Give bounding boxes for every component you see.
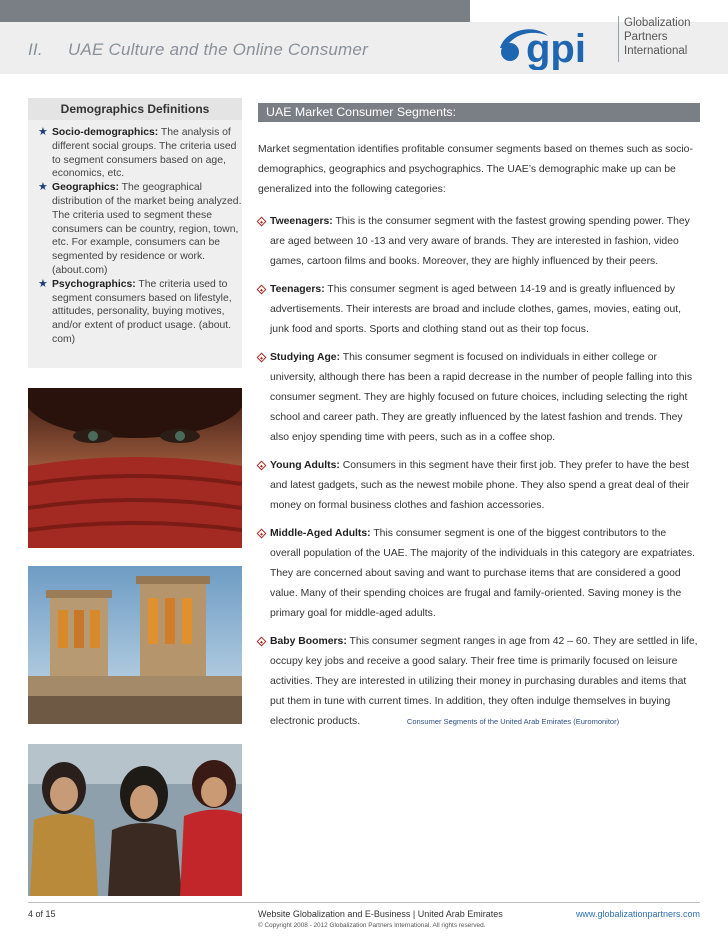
segment-item xyxy=(258,280,698,340)
segment-name: Teenagers: xyxy=(270,284,325,295)
segment-list xyxy=(258,212,698,740)
logo-line-1: Globalization xyxy=(624,17,691,29)
gpi-logo xyxy=(496,12,706,72)
segment-name: Baby Boomers: xyxy=(270,636,347,647)
segment-text: This consumer segment is aged between 14-19 and is greatly influenced by advertisements. Their interests are broad and include clothes, games, movies, eating out, junk food and sports. Sports and clothing stand out as their top focus. xyxy=(270,284,682,335)
photo-veiled-face xyxy=(28,388,242,548)
photo-wind-towers xyxy=(28,566,242,724)
top-accent-bar xyxy=(0,0,470,22)
diamond-bullet-icon xyxy=(257,353,267,363)
segment-item xyxy=(258,524,698,624)
definition-text: The analysis of different social groups. The criteria used to segment consumers based on age, economics, etc. xyxy=(52,127,237,180)
main-heading: UAE Market Consumer Segments: xyxy=(258,103,700,122)
segment-name: Middle-Aged Adults: xyxy=(270,528,371,539)
diamond-bullet-icon xyxy=(257,285,267,295)
section-number: II. xyxy=(28,40,43,59)
segment-item xyxy=(258,348,698,448)
segment-name: Tweenagers: xyxy=(270,216,333,227)
logo-line-3: International xyxy=(624,45,688,57)
section-title xyxy=(28,40,368,60)
star-icon: ★ xyxy=(38,277,48,290)
table-caption: Consumer Segments of the United Arab Emirates (Euromonitor) xyxy=(406,717,620,726)
segment-name: Studying Age: xyxy=(270,352,341,363)
logo-divider xyxy=(618,16,619,62)
definition-text: The geographical distribution of the market being analyzed. The criteria used to segment these consumers can be country, region, town, etc. For example, consumers can be segmented by residence or work. (about.com) xyxy=(52,182,242,276)
definition-term: Psychographics: xyxy=(52,278,136,290)
segment-item xyxy=(258,212,698,272)
segment-text: This consumer segment is focused on individuals in either college or university, although there has been a rapid decrease in the number of people falling into this consumer segment. They are highly focused on future choices, including selecting the right school and career path. They are greatly influenced by the latest fashion and trends. They also enjoy spending time with peers, such as in a coffee shop. xyxy=(270,352,693,443)
segment-name: Young Adults: xyxy=(270,460,340,471)
page-number: 4 of 15 xyxy=(28,909,56,919)
definition-term: Socio-demographics: xyxy=(52,127,159,138)
logo-wordmark xyxy=(624,16,690,58)
footer-website-link[interactable]: www.globalizationpartners.com xyxy=(575,909,700,919)
gpi-logo-mark xyxy=(496,18,616,70)
diamond-bullet-icon xyxy=(257,461,267,471)
segment-text: This consumer segment is one of the biggest contributors to the overall population of the UAE. The majority of the individuals in this category are expatriates. They are concerned about saving and want to purchase items that are considered a good value. Many of their spending choices are frugal and family-oriented. Saving money is the primary goal for middle-aged adults. xyxy=(270,528,695,619)
diamond-bullet-icon xyxy=(257,217,267,227)
footer-divider xyxy=(28,902,700,903)
section-title-text: UAE Culture and the Online Consumer xyxy=(68,40,368,59)
definition-item xyxy=(38,181,242,278)
star-icon: ★ xyxy=(38,181,48,194)
footer-copyright: © Copyright 2008 - 2012 Globalization Partners International. All rights reserved. xyxy=(258,922,486,929)
footer-title: Website Globalization and E-Business | United Arab Emirates xyxy=(258,909,503,919)
logo-line-2: Partners xyxy=(624,31,668,43)
definition-item xyxy=(38,278,242,347)
definition-term: Geographics: xyxy=(52,182,119,194)
logo-brand: gpi xyxy=(526,27,586,70)
segment-text: Consumers in this segment have their first job. They prefer to have the best and latest gadgets, such as the newest mobile phone. They also spend a great deal of their money on formal business clothes and fashion accessories. xyxy=(270,460,690,511)
sidebar-heading: Demographics Definitions xyxy=(28,98,242,120)
demographics-sidebar xyxy=(28,98,242,368)
star-icon: ★ xyxy=(38,126,48,138)
segment-text: This consumer segment ranges in age from 42 – 60. They are settled in life, occupy key jobs and receive a good salary. Their free time is primarily focused on leisure activities. They are interested in utilizing their money in purchasing durables and items that put them in tune with current times. In addition, they often indulge themselves in buying electronic products. xyxy=(270,636,698,727)
intro-paragraph: Market segmentation identifies profitable consumer segments based on themes such as socio-demographics, geographics and psychographics. The UAE’s demographic make up can be generalized into the following categories: xyxy=(258,144,693,195)
segment-text: This is the consumer segment with the fastest growing spending power. They are aged between 10 -13 and very aware of brands. They are interested in fashion, video games, cartoon films and books. Moreover, they are highly influenced by their peers. xyxy=(270,216,690,267)
photo-girls-traditional-dress xyxy=(28,744,242,896)
diamond-bullet-icon xyxy=(257,529,267,539)
diamond-bullet-icon xyxy=(257,637,267,647)
segment-item xyxy=(258,456,698,516)
definition-list xyxy=(28,126,242,347)
definition-text: The criteria used to segment consumers based on lifestyle, attitudes, personality, buying motives, and/or extent of product usage. (about. com) xyxy=(52,278,232,345)
definition-item xyxy=(38,126,242,181)
